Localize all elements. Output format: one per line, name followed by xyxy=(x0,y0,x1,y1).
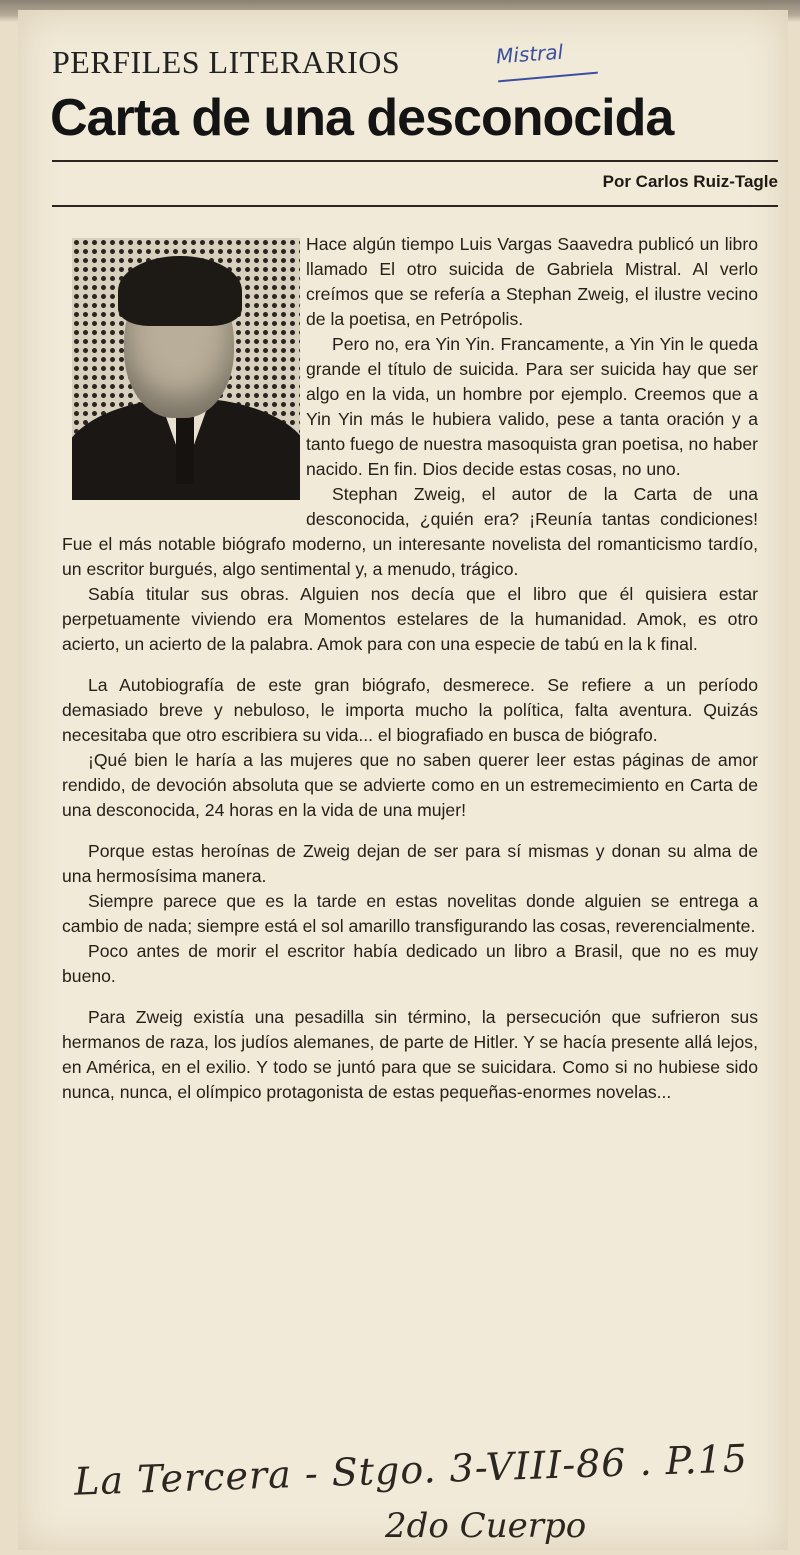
article-paragraph: Porque estas heroínas de Zweig dejan de ser para sí mismas y donan su alma de una hermosísima manera. xyxy=(62,841,758,886)
byline: Por Carlos Ruiz-Tagle xyxy=(602,172,778,191)
article-body xyxy=(62,232,758,1105)
article-paragraph: Para Zweig existía una pesadilla sin término, la persecución que sufrieron sus hermanos de raza, los judíos alemanes, de parte de Hitler. Y se hacía presente allá lejos, en América, en el exilio. Y todo se juntó para que se suicidara. Como si no hubiese sido nunca, nunca, el olímpico protagonista de estas pequeñas-enormes novelas... xyxy=(62,1007,758,1102)
article-paragraph: Stephan Zweig, el autor de la Carta de una desconocida, ¿quién era? ¡Reunía tantas condiciones! Fue el más notable biógrafo moderno, un interesante novelista del romanticismo tardío, un escritor burgués, algo sentimental y, a menudo, trágico. xyxy=(62,484,758,579)
byline-rule xyxy=(52,205,778,207)
article-paragraph: Hace algún tiempo Luis Vargas Saavedra publicó un libro llamado El otro suicida de Gabriela Mistral. Al verlo creímos que se refería a Stephan Zweig, el ilustre vecino de la poetisa, en Petrópolis. xyxy=(306,234,758,329)
section-label: PERFILES LITERARIOS xyxy=(52,44,401,80)
article-paragraph: Pero no, era Yin Yin. Francamente, a Yin Yin le queda grande el título de suicida. Para ser suicida hay que ser algo en la vida, un hombre por ejemplo. Creemos que a Yin Yin más le hubiera valido, pese a tanta oración y a tanto fuego de nuestra masoquista gran poetisa, no haber nacido. En fin. Dios decide estas cosas, no uno. xyxy=(306,334,758,479)
article-paragraph: Siempre parece que es la tarde en estas novelitas donde alguien se entrega a cambio de nada; siempre está el sol amarillo transfigurando las cosas, reverencialmente. xyxy=(62,891,758,936)
handwritten-section-note: 2do Cuerpo xyxy=(385,1506,587,1546)
headline-rule xyxy=(52,160,778,162)
article-headline: Carta de una desconocida xyxy=(50,89,674,147)
article-paragraph: Sabía titular sus obras. Alguien nos decía que el libro que él quisiera estar perpetuamente viviendo era Momentos estelares de la humanidad. Amok, es otro acierto, un acierto de la palabra. Amok para con una especie de tabú en la k final. xyxy=(62,584,758,654)
handwritten-margin-note: Mistral xyxy=(495,39,564,69)
article-paragraph: La Autobiografía de este gran biógrafo, desmerece. Se refiere a un período demasiado breve y nebuloso, le importa mucho la política, falta aventura. Quizás necesitaba que otro escribiera su vida... el biografiado en busca de biógrafo. xyxy=(62,675,758,745)
photo-spacer xyxy=(62,232,306,512)
handwritten-source-note: La Tercera - Stgo. 3-VIII-86 . P.15 xyxy=(73,1436,749,1504)
article-paragraph: Poco antes de morir el escritor había dedicado un libro a Brasil, que no es muy bueno. xyxy=(62,941,758,986)
article-paragraph: ¡Qué bien le haría a las mujeres que no saben querer leer estas páginas de amor rendido, de devoción absoluta que se advierte como en un estremecimiento en Carta de una desconocida, 24 horas en la vida de una mujer! xyxy=(62,750,758,820)
